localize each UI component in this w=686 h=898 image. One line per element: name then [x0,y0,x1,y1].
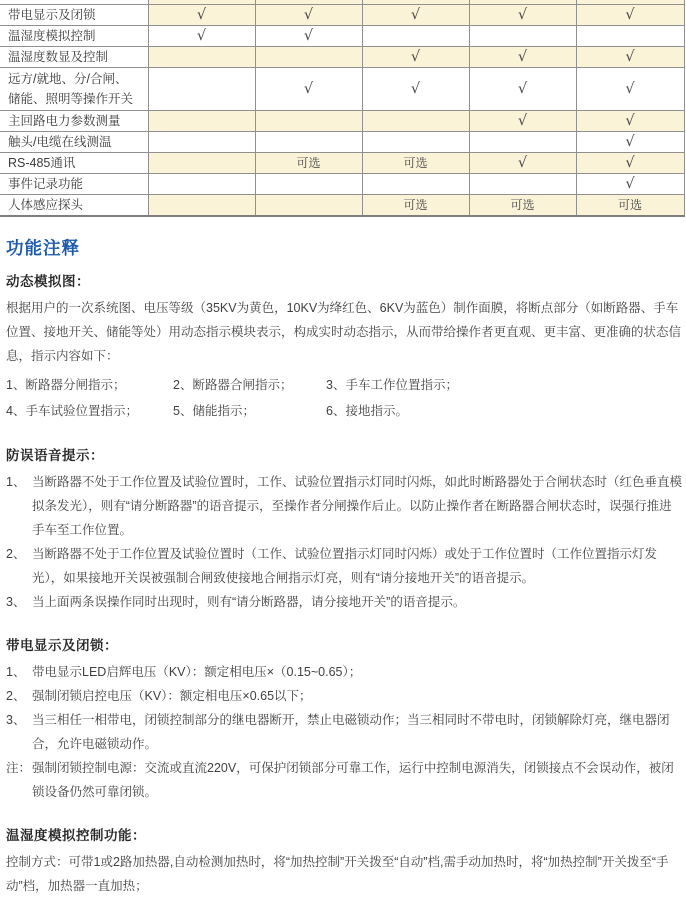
item-marker: 2、 [6,546,26,561]
item-text: 当断路器不处于工作位置及试验位置时，工作、试验位置指示灯同时闪烁，如此时断路器处于合闸状态时（红色垂直模拟条发光），则有“请分断路器”的语音提示，至操作者分闸操作后止。以防止操作者在断路器合闸状态时，误强行推进手车至工作位置。 [32,474,683,537]
table-row [0,194,684,216]
empty-cell [362,173,469,194]
check-mark-cell [469,67,576,110]
indicator-list [6,372,686,424]
feature-label: 远方/就地、分/合闸、 储能、照明等操作开关 [0,67,148,110]
check-mark-cell [576,110,684,131]
check-mark: √ [625,133,635,150]
section-voice-prompt [0,444,686,614]
check-mark: √ [625,48,635,65]
optional-label: 可选 [403,156,428,170]
empty-cell [576,25,684,46]
check-mark-cell [576,67,684,110]
item-text: 强制闭锁启控电压（KV）：额定相电压×0.65以下； [32,688,312,703]
empty-cell [148,110,255,131]
indicator-item: 4、手车试验位置指示； [6,403,138,418]
dynamic-diagram-body: 根据用户的一次系统图、电压等级（35KV为黄色，10KV为绛红色、6KV为蓝色）制作面膜，将断点部分（如断路器、手车位置、接地开关、储能等处）用动态指示模块表示，构成实时动态指示，从而带给操作者更直观、更丰富、更准确的状态信息，指示内容如下： [6,300,682,363]
check-mark: √ [517,112,528,129]
optional-cell [469,194,576,216]
check-mark: √ [625,175,635,192]
item-marker: 1、 [6,664,26,679]
check-mark: √ [410,80,421,97]
empty-cell [255,46,362,67]
optional-label: 可选 [403,198,428,212]
check-mark-cell [362,46,469,67]
feature-table-body [0,0,684,216]
optional-label: 可选 [510,198,535,212]
empty-cell [469,131,576,152]
indicator-item: 3、手车工作位置指示； [326,377,458,392]
list-item [6,684,684,708]
check-mark: √ [625,112,635,129]
feature-comparison-table [0,0,685,217]
heading-dynamic-diagram: 动态模拟图： [6,273,90,289]
heading-live-display: 带电显示及闭锁： [6,637,118,653]
table-row [0,131,684,152]
voice-prompt-list [6,470,684,614]
check-mark-cell [469,4,576,25]
check-mark: √ [410,6,421,23]
section-humidity-control [0,824,686,898]
table-row [0,4,684,25]
indicator-item: 6、接地指示。 [326,403,408,418]
list-item [6,756,684,804]
item-marker: 3、 [6,712,26,727]
optional-label: 可选 [617,198,642,212]
check-mark: √ [303,80,314,97]
empty-cell [148,131,255,152]
item-marker: 注： [6,760,32,775]
item-text: 当上面两条误操作同时出现时，则有“请分断路器，请分接地开关”的语音提示。 [32,594,466,609]
check-mark-cell [576,4,684,25]
feature-label: 温湿度数显及控制 [0,46,148,67]
check-mark: √ [196,27,207,44]
check-mark: √ [517,6,528,23]
table-row [0,46,684,67]
empty-cell [362,25,469,46]
empty-cell [255,194,362,216]
check-mark: √ [303,27,314,44]
list-item [6,470,684,542]
check-mark-cell [362,67,469,110]
item-marker: 2、 [6,688,26,703]
check-mark: √ [196,6,207,23]
empty-cell [362,131,469,152]
check-mark-cell [576,46,684,67]
feature-label: 事件记录功能 [0,173,148,194]
optional-cell [255,152,362,173]
empty-cell [148,173,255,194]
feature-label: RS-485通讯 [0,152,148,173]
empty-cell [362,110,469,131]
indicator-item: 5、储能指示； [173,403,255,418]
item-text: 当三相任一相带电，闭锁控制部分的继电器断开，禁止电磁锁动作；当三相同时不带电时，闭锁解除灯亮，继电器闭合，允许电磁锁动作。 [32,712,670,751]
check-mark-cell [362,4,469,25]
empty-cell [148,194,255,216]
feature-label: 带电显示及闭锁 [0,4,148,25]
check-mark-cell [469,110,576,131]
check-mark-cell [255,4,362,25]
empty-cell [148,46,255,67]
list-item [6,590,684,614]
section-live-display [0,634,686,804]
check-mark: √ [625,6,635,23]
list-item [6,542,684,590]
item-text: 当断路器不处于工作位置及试验位置时（工作、试验位置指示灯同时闪烁）或处于工作位置时（工作位置指示灯发光），如果接地开关误被强制合闸致使接地合闸指示灯亮，则有“请分接地开关”的语音提示。 [32,546,658,585]
feature-label: 触头/电缆在线测温 [0,131,148,152]
check-mark: √ [517,48,528,65]
indicator-item: 1、断路器分闸指示； [6,377,126,392]
table-row [0,152,684,173]
check-mark-cell [148,4,255,25]
empty-cell [469,173,576,194]
page-title-function-notes: 功能注释 [6,237,80,258]
optional-cell [362,152,469,173]
item-text: 强制闭锁控制电源：交流或直流220V，可保护闭锁部分可靠工作，运行中控制电源消失，闭锁接点不会误动作，被闭锁设备仍然可靠闭锁。 [32,760,674,799]
table-row [0,25,684,46]
optional-label: 可选 [296,156,321,170]
check-mark: √ [625,80,635,97]
check-mark: √ [303,6,314,23]
check-mark: √ [517,154,528,171]
table-row [0,67,684,110]
empty-cell [255,110,362,131]
list-item [6,708,684,756]
table-row [0,173,684,194]
check-mark: √ [410,48,421,65]
heading-humidity-control: 温湿度模拟控制功能： [6,827,146,843]
check-mark-cell [255,25,362,46]
check-mark-cell [148,25,255,46]
item-text: 带电显示LED启辉电压（KV）：额定相电压×（0.15~0.65）； [32,664,362,679]
live-display-list [6,660,684,804]
check-mark-cell [576,131,684,152]
check-mark-cell [469,152,576,173]
check-mark: √ [625,154,635,171]
optional-cell [576,194,684,216]
list-item [6,660,684,684]
check-mark: √ [517,80,528,97]
check-mark-cell [469,46,576,67]
table-row [0,110,684,131]
item-marker: 3、 [6,594,26,609]
heading-voice-prompt: 防误语音提示： [6,447,104,463]
empty-cell [255,173,362,194]
check-mark-cell [576,152,684,173]
empty-cell [148,67,255,110]
empty-cell [469,25,576,46]
section-dynamic-diagram [0,270,686,424]
check-mark-cell [576,173,684,194]
feature-label: 人体感应探头 [0,194,148,216]
empty-cell [255,131,362,152]
optional-cell [362,194,469,216]
humidity-control-body: 控制方式：可带1或2路加热器,自动检测加热时，将“加热控制”开关拨至“自动”档,需手动加热时，将“加热控制”开关拨至“手动”档，加热器一直加热； [6,854,669,893]
empty-cell [148,152,255,173]
item-marker: 1、 [6,474,26,489]
feature-label: 主回路电力参数测量 [0,110,148,131]
indicator-item: 2、断路器合闸指示； [173,377,293,392]
check-mark-cell [255,67,362,110]
feature-label: 温湿度模拟控制 [0,25,148,46]
